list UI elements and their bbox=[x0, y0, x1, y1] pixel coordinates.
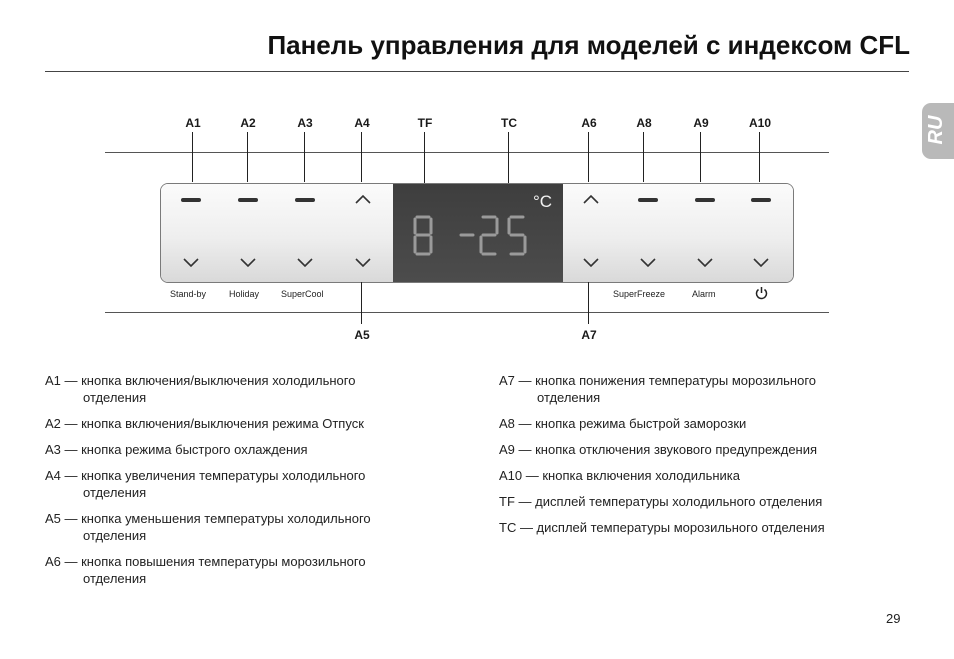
label-a10: A10 bbox=[748, 116, 771, 130]
freezer-digit-5 bbox=[509, 217, 525, 254]
legend-item-a8: A8 — кнопка режима быстрой заморозки bbox=[499, 416, 747, 431]
leader-a10 bbox=[759, 132, 760, 182]
chevron-down-icon bbox=[240, 258, 256, 267]
label-a6: A6 bbox=[581, 116, 597, 130]
label-a7: A7 bbox=[581, 328, 597, 342]
fridge-digit-8 bbox=[415, 217, 431, 254]
button-a4-a5-fridge-temp[interactable] bbox=[334, 184, 394, 282]
button-a6-a7-freezer-temp[interactable] bbox=[563, 184, 621, 282]
legend-item-a9: A9 — кнопка отключения звукового предупреждения bbox=[499, 442, 818, 457]
top-guide-line bbox=[105, 152, 829, 153]
label-a5: A5 bbox=[354, 328, 370, 342]
label-a2: A2 bbox=[240, 116, 256, 130]
chevron-up-icon bbox=[355, 195, 371, 204]
caption-holiday: Holiday bbox=[229, 289, 260, 299]
label-a1: A1 bbox=[185, 116, 201, 130]
chevron-down-icon bbox=[697, 258, 713, 267]
leader-a4 bbox=[361, 132, 362, 182]
legend-item-a2: A2 — кнопка включения/выключения режима Отпуск bbox=[45, 416, 364, 431]
leader-a9 bbox=[700, 132, 701, 182]
legend-item-tf: TF — дисплей температуры холодильного отделения bbox=[499, 494, 823, 509]
caption-alarm: Alarm bbox=[692, 289, 716, 299]
minus-bar-icon bbox=[638, 198, 658, 202]
label-a3: A3 bbox=[297, 116, 313, 130]
minus-bar-icon bbox=[751, 198, 771, 202]
caption-superfreeze: SuperFreeze bbox=[613, 289, 666, 299]
button-a9-alarm[interactable] bbox=[677, 184, 735, 282]
label-a8: A8 bbox=[636, 116, 652, 130]
button-a8-superfreeze[interactable] bbox=[620, 184, 678, 282]
leader-a1 bbox=[192, 132, 193, 182]
minus-bar-icon bbox=[695, 198, 715, 202]
button-a3-supercool[interactable] bbox=[277, 184, 335, 282]
chevron-down-icon bbox=[297, 258, 313, 267]
minus-bar-icon bbox=[295, 198, 315, 202]
leader-a3 bbox=[304, 132, 305, 182]
legend-right bbox=[499, 372, 919, 545]
caption-standby: Stand-by bbox=[170, 289, 207, 299]
minus-bar-icon bbox=[181, 198, 201, 202]
caption-supercool: SuperCool bbox=[281, 289, 324, 299]
page-title: Панель управления для моделей с индексом CFL bbox=[267, 30, 910, 60]
celsius-unit: °C bbox=[533, 192, 553, 211]
legend-item-a6: A6 — кнопка повышения температуры морозильного отделения bbox=[45, 554, 366, 586]
chevron-down-icon bbox=[183, 258, 199, 267]
leader-a8 bbox=[643, 132, 644, 182]
language-tab-label: RU bbox=[925, 115, 947, 145]
freezer-digit-2 bbox=[481, 217, 497, 254]
chevron-down-icon bbox=[355, 258, 371, 267]
temperature-display bbox=[393, 184, 563, 282]
legend-item-a4: A4 — кнопка увеличения температуры холодильного отделения bbox=[45, 468, 366, 500]
label-a4: A4 bbox=[354, 116, 370, 130]
button-a1-standby[interactable] bbox=[161, 184, 221, 282]
leader-a7 bbox=[588, 282, 589, 324]
chevron-down-icon bbox=[640, 258, 656, 267]
legend-left bbox=[45, 372, 465, 596]
button-a10-power[interactable] bbox=[734, 184, 793, 282]
chevron-up-icon bbox=[583, 195, 599, 204]
legend-item-tc: TC — дисплей температуры морозильного отделения bbox=[499, 520, 825, 535]
minus-bar-icon bbox=[238, 198, 258, 202]
power-icon bbox=[755, 286, 768, 300]
leader-a2 bbox=[247, 132, 248, 182]
label-tc: TC bbox=[501, 116, 517, 130]
page-number: 29 bbox=[886, 611, 901, 626]
legend-item-a1: A1 — кнопка включения/выключения холодильного отделения bbox=[45, 373, 356, 405]
legend-item-a7: A7 — кнопка понижения температуры морозильного отделения bbox=[499, 373, 817, 405]
chevron-down-icon bbox=[583, 258, 599, 267]
lcd-digits bbox=[413, 214, 543, 258]
title-rule bbox=[45, 71, 909, 72]
label-a9: A9 bbox=[693, 116, 709, 130]
legend-item-a5: A5 — кнопка уменьшения температуры холодильного отделения bbox=[45, 511, 371, 543]
leader-a5 bbox=[361, 282, 362, 324]
button-a2-holiday[interactable] bbox=[220, 184, 278, 282]
leader-a6 bbox=[588, 132, 589, 182]
legend-item-a10: A10 — кнопка включения холодильника bbox=[499, 468, 741, 483]
bottom-guide-line bbox=[105, 312, 829, 313]
legend-item-a3: A3 — кнопка режима быстрого охлаждения bbox=[45, 442, 308, 457]
label-tf: TF bbox=[417, 116, 433, 130]
chevron-down-icon bbox=[753, 258, 769, 267]
control-panel bbox=[160, 183, 794, 283]
